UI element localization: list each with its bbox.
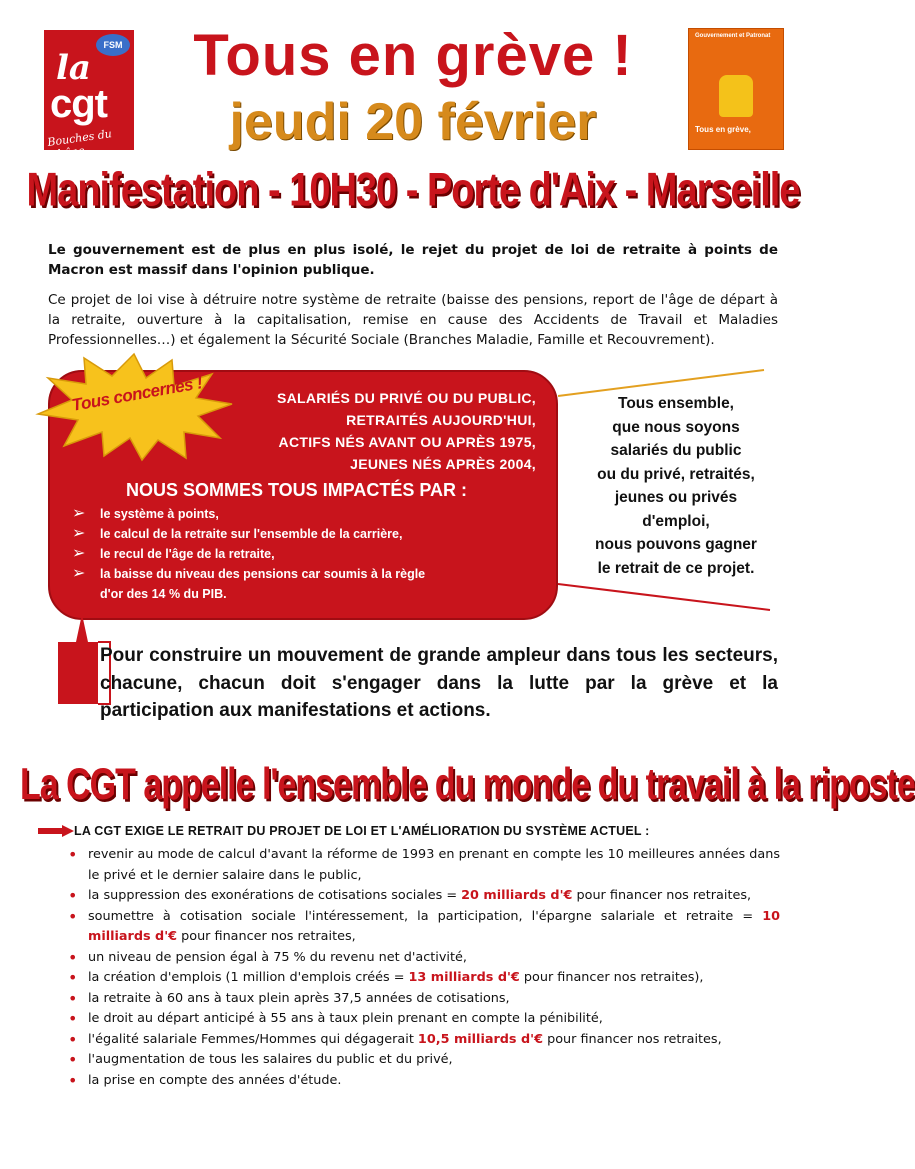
demonstration-banner: Manifestation - 10H30 - Porte d'Aix - Marseille [26, 164, 800, 217]
logo-region-text: Bouches du Rhône [46, 127, 113, 162]
funding-amount: 10 milliards d'€ [88, 908, 780, 944]
quote-line: d'emploi, [642, 512, 710, 530]
impact-item-continuation: d'or des 14 % du PIB. [100, 587, 227, 601]
demand-item: • la retraite à 60 ans à taux plein après 37,5 années de cotisations, [68, 989, 780, 1010]
concerned-group: JEUNES NÉS APRÈS 2004, [350, 456, 536, 472]
poster-thumbnail [688, 28, 784, 150]
arrow-bullet-icon: ➢ [72, 565, 86, 582]
concerned-group: RETRAITÉS AUJOURD'HUI, [346, 412, 536, 428]
demand-item: • l'égalité salariale Femmes/Hommes qui dégagerait 10,5 milliards d'€ pour financer nos retraites, [68, 1030, 780, 1051]
funding-amount: 20 milliards d'€ [461, 888, 573, 903]
quote-line: Tous ensemble, [618, 395, 734, 412]
arrow-bullet-icon: ➢ [72, 545, 86, 562]
logo-cgt-text: cgt [50, 82, 107, 126]
impact-item: ➢ la baisse du niveau des pensions car soumis à la règle [72, 565, 426, 582]
quote-line: le retrait de ce projet. [597, 559, 755, 577]
concerned-group: SALARIÉS DU PRIVÉ OU DU PUBLIC, [277, 390, 536, 406]
impact-item: ➢ le système à points, [72, 505, 219, 522]
arrow-bullet-icon: ➢ [72, 505, 86, 522]
funding-amount: 10,5 milliards d'€ [417, 1031, 543, 1047]
riposte-banner: La CGT appelle l'ensemble du monde du travail à la riposte [20, 760, 915, 810]
quote-line: ou du privé, retraités, [597, 465, 755, 483]
raised-fist-icon [719, 75, 753, 117]
page-title: Tous en grève ! [193, 23, 633, 88]
demand-item: • la suppression des exonérations de cotisations sociales = 20 milliards d'€ pour financer nos retraites, [68, 886, 780, 907]
impact-heading: NOUS SOMMES TOUS IMPACTÉS PAR : [126, 480, 468, 500]
unity-quote [566, 392, 786, 580]
cgt-logo [44, 30, 134, 162]
right-arrow-icon [38, 825, 74, 837]
quote-line: jeunes ou privés [614, 489, 738, 506]
burst-label: Tous concernés ! [70, 373, 204, 415]
poster-top-text: Gouvernement et Patronat [695, 33, 771, 39]
demand-item: • soumettre à cotisation sociale l'intéressement, la participation, l'épargne salariale et retraite = 10 milliards d'€ pour financer nos retraites, [68, 907, 780, 948]
strike-date: jeudi 20 février [229, 93, 597, 151]
impact-list [70, 504, 425, 604]
mobilization-call: Pour construire un mouvement de grande ampleur dans tous les secteurs, chacune, chacun doit s'engager dans la lutte par la grève et la participation aux manifestations et actions. [100, 645, 778, 721]
demand-item: • un niveau de pension égal à 75 % du revenu net d'activité, [68, 948, 780, 969]
demand-item: • l'augmentation de tous les salaires du public et du privé, [68, 1050, 780, 1071]
impact-item: ➢ le recul de l'âge de la retraite, [72, 545, 275, 562]
demand-item: • la prise en compte des années d'étude. [68, 1071, 780, 1092]
fsm-globe-icon: FSM [96, 34, 130, 56]
starburst-icon [34, 352, 234, 462]
concerned-group: ACTIFS NÉS AVANT OU APRÈS 1975, [278, 434, 536, 450]
demand-item: • le droit au départ anticipé à 55 ans à taux plein prenant en compte la pénibilité, [68, 1009, 780, 1030]
impact-item: ➢ le calcul de la retraite sur l'ensemble de la carrière, [72, 525, 403, 542]
demand-item: • la création d'emplois (1 million d'emplois créés = 13 milliards d'€ pour financer nos retraites), [68, 968, 780, 989]
poster-bottom-text: Tous en grève, [695, 125, 751, 134]
intro-paragraph-2: Ce projet de loi vise à détruire notre système de retraite (baisse des pensions, report de l'âge de départ à la retraite, ouverture à la capitalisation, remise en cause des Accidents de Travail et Maladies Professionnelles…) et également la Sécurité Sociale (Branches Maladie, Famille et Recouvrement). [48, 292, 778, 348]
demand-item: • revenir au mode de calcul d'avant la réforme de 1993 en prenant en compte les 10 meilleures années dans le privé et le dernier salaire dans le public, [68, 845, 780, 886]
logo-la-text: la [56, 48, 91, 88]
demands-heading: LA CGT EXIGE LE RETRAIT DU PROJET DE LOI ET L'AMÉLIORATION DU SYSTÈME ACTUEL : [74, 824, 650, 838]
intro-paragraph-1: Le gouvernement est de plus en plus isolé, le rejet du projet de loi de retraite à points de Macron est massif dans l'opinion publique. [48, 242, 778, 278]
arrow-bullet-icon: ➢ [72, 525, 86, 542]
demands-list [68, 845, 780, 1091]
quote-line: salariés du public [610, 442, 742, 459]
quote-line: nous pouvons gagner [595, 536, 757, 553]
funding-amount: 13 milliards d'€ [408, 970, 520, 985]
quote-line: que nous soyons [612, 418, 740, 436]
